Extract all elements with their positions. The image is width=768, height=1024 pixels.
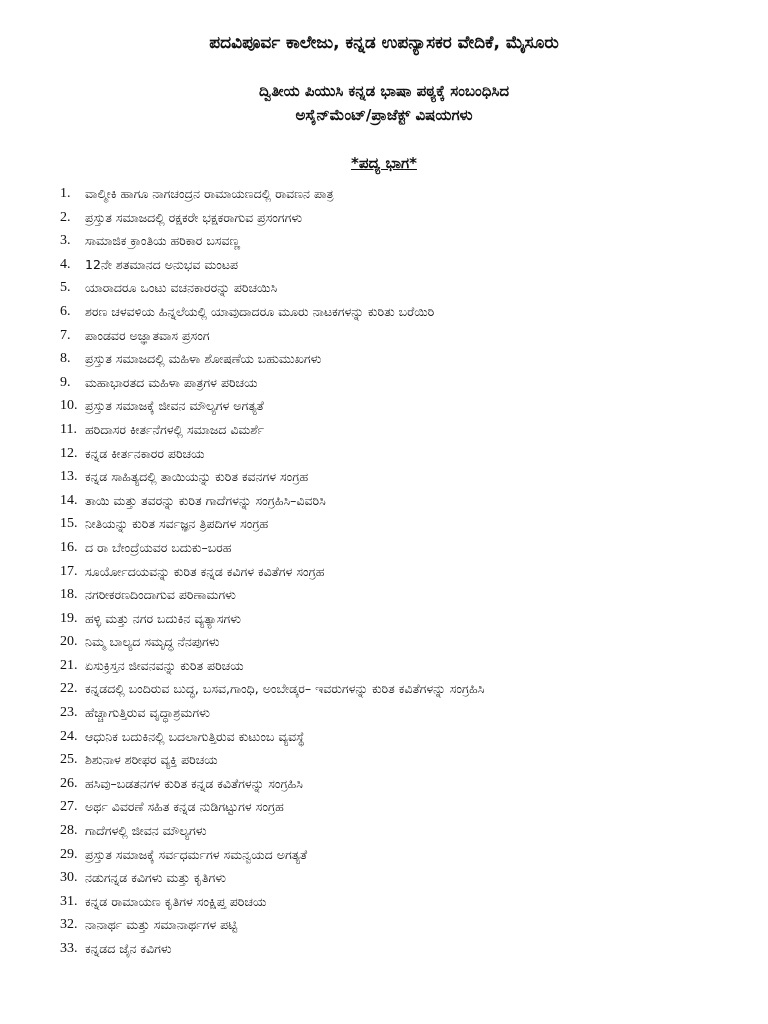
section-title — [0, 154, 768, 172]
item-number: 18. — [60, 587, 78, 603]
item-number: 26. — [60, 775, 78, 791]
item-text: ಹೆಚ್ಚಾಗುತ್ತಿರುವ ವೃದ್ಧಾಶ್ರಮಗಳು — [85, 705, 210, 721]
item-text: ಪ್ರಸ್ತುತ ಸಮಾಜಕ್ಕೆ ಸರ್ವಧರ್ಮಗಳ ಸಮನ್ವಯದ ಅಗತ್ಯತೆ — [85, 846, 308, 862]
item-number: 29. — [60, 846, 78, 862]
list-item — [60, 630, 760, 654]
list-item — [60, 795, 760, 819]
item-text: ಗಾದೆಗಳಲ್ಲಿ ಜೀವನ ಮೌಲ್ಯಗಳು — [85, 823, 207, 839]
item-number: 22. — [60, 681, 78, 697]
list-item — [60, 324, 760, 348]
item-text: ಯಾರಾದರೂ ಒಂಟು ವಚನಕಾರರನ್ನು ಪರಿಚಯಿಸಿ — [85, 280, 278, 296]
assignment-heading: ಅಸೈನ್‌ಮೆಂಟ್/ಪ್ರಾಜೆಕ್ಟ್ ವಿಷಯಗಳು — [295, 106, 473, 124]
list-item — [60, 206, 760, 230]
list-item — [60, 253, 760, 277]
item-number: 8. — [60, 351, 71, 367]
item-text: ಶರಣ ಚಳವಳಿಯ ಹಿನ್ನಲೆಯಲ್ಲಿ ಯಾವುದಾದರೂ ಮೂರು ನಾಟಕಗಳನ್ನು ಕುರಿತು ಬರೆಯಿರಿ — [85, 303, 435, 319]
list-item — [60, 465, 760, 489]
item-text: ಪ್ರಸ್ತುತ ಸಮಾಜದಲ್ಲಿ ರಕ್ಷಕರೇ ಭಕ್ಷಕರಾಗುವ ಪ್ರಸಂಗಗಳು — [85, 209, 303, 225]
list-item — [60, 536, 760, 560]
item-number: 4. — [60, 256, 71, 272]
list-item — [60, 182, 760, 206]
item-text: ಪ್ರಸ್ತುತ ಸಮಾಜಕ್ಕೆ ಜೀವನ ಮೌಲ್ಯಗಳ ಅಗತ್ಯತೆ — [85, 398, 264, 414]
item-text: ತಾಯಿ ಮತ್ತು ತವರನ್ನು ಕುರಿತ ಗಾದೆಗಳನ್ನು ಸಂಗ್ರಹಿಸಿ–ವಿವರಿಸಿ — [85, 492, 326, 508]
item-number: 2. — [60, 209, 71, 225]
list-item — [60, 512, 760, 536]
list-item — [60, 748, 760, 772]
list-item — [60, 819, 760, 843]
college-title: ಪದವಿಪೂರ್ವ ಕಾಲೇಜು, ಕನ್ನಡ ಉಪನ್ಯಾಸಕರ ವೇದಿಕೆ, ಮೈಸೂರು — [209, 33, 559, 53]
item-number: 13. — [60, 469, 78, 485]
item-number: 19. — [60, 610, 78, 626]
list-item — [60, 418, 760, 442]
item-text: ಕನ್ನಡ ರಾಮಾಯಣ ಕೃತಿಗಳ ಸಂಕ್ಷಿಪ್ತ ಪರಿಚಯ — [85, 893, 267, 909]
item-number: 27. — [60, 799, 78, 815]
item-text: ಶಿಶುನಾಳ ಶರೀಫರ ವ್ಯಕ್ತಿ ಪರಿಚಯ — [85, 752, 218, 768]
item-text: ಮಹಾಭಾರತದ ಮಹಿಳಾ ಪಾತ್ರಗಳ ಪರಿಚಯ — [85, 374, 258, 390]
list-item — [60, 725, 760, 749]
item-number: 31. — [60, 893, 78, 909]
list-item — [60, 442, 760, 466]
item-text: ಕನ್ನಡ ಕೀರ್ತನಕಾರರ ಪರಿಚಯ — [85, 445, 205, 461]
list-item — [60, 866, 760, 890]
item-number: 10. — [60, 398, 78, 414]
item-text: 12ನೇ ಶತಮಾನದ ಅನುಭವ ಮಂಟಪ — [85, 256, 239, 272]
item-number: 21. — [60, 657, 78, 673]
list-item — [60, 276, 760, 300]
item-number: 30. — [60, 870, 78, 886]
item-number: 12. — [60, 445, 78, 461]
item-number: 20. — [60, 634, 78, 650]
item-text: ನಗರೀಕರಣದಿಂದಾಗುವ ಪರಿಣಾಮಗಳು — [85, 587, 236, 603]
list-item — [60, 229, 760, 253]
item-text: ಸಾಮಾಜಿಕ ಕ್ರಾಂತಿಯ ಹರಿಕಾರ ಬಸವಣ್ಣ — [85, 233, 241, 249]
list-item — [60, 843, 760, 867]
item-text: ಪ್ರಸ್ತುತ ಸಮಾಜದಲ್ಲಿ ಮಹಿಳಾ ಶೋಷಣೆಯ ಬಹುಮುಖಗಳು — [85, 351, 322, 367]
list-item — [60, 772, 760, 796]
item-text: ಹರಿದಾಸರ ಕೀರ್ತನೆಗಳಲ್ಲಿ ಸಮಾಜದ ವಿಮರ್ಶೆ — [85, 421, 265, 437]
item-number: 6. — [60, 303, 71, 319]
item-text: ಪಾಂಡವರ ಅಜ್ಞಾತವಾಸ ಪ್ರಸಂಗ — [85, 327, 210, 343]
item-text: ನಾನಾರ್ಥ ಮತ್ತು ಸಮಾನಾರ್ಥಗಳ ಪಟ್ಟಿ — [85, 917, 238, 933]
item-number: 1. — [60, 186, 71, 201]
item-number: 28. — [60, 823, 78, 839]
item-number: 7. — [60, 327, 71, 343]
item-text: ಏಸುಕ್ರಿಸ್ತನ ಜೀವನವನ್ನು ಕುರಿತ ಪರಿಚಯ — [85, 657, 244, 673]
list-item — [60, 394, 760, 418]
list-item — [60, 347, 760, 371]
item-text: ಕನ್ನಡ ಸಾಹಿತ್ಯದಲ್ಲಿ ತಾಯಿಯನ್ನು ಕುರಿತ ಕವನಗಳ ಸಂಗ್ರಹ — [85, 469, 309, 485]
list-item — [60, 583, 760, 607]
list-item — [60, 701, 760, 725]
item-number: 5. — [60, 280, 71, 296]
item-text: ಸೂರ್ಯೋದಯವನ್ನು ಕುರಿತ ಕನ್ನಡ ಕವಿಗಳ ಕವಿತೆಗಳ ಸಂಗ್ರಹ — [85, 563, 325, 579]
item-number: 24. — [60, 728, 78, 744]
item-text: ಹಸಿವು–ಬಡತನಗಳ ಕುರಿತ ಕನ್ನಡ ಕವಿತೆಗಳನ್ನು ಸಂಗ್ರಹಿಸಿ — [85, 775, 303, 791]
item-text: ವಾಲ್ಮೀಕಿ ಹಾಗೂ ನಾಗಚಂದ್ರನ ರಾಮಾಯಣದಲ್ಲಿ ರಾವಣನ ಪಾತ್ರ — [85, 186, 334, 201]
item-text: ನಡುಗನ್ನಡ ಕವಿಗಳು ಮತ್ತು ಕೃತಿಗಳು — [85, 870, 226, 886]
list-item — [60, 371, 760, 395]
subject-heading: ದ್ವಿತೀಯ ಪಿಯುಸಿ ಕನ್ನಡ ಭಾಷಾ ಪಠ್ಯಕ್ಕೆ ಸಂಬಂಧಿಸಿದ — [258, 82, 510, 100]
item-number: 25. — [60, 752, 78, 768]
item-text: ನೀತಿಯನ್ನು ಕುರಿತ ಸರ್ವಜ್ಞನ ತ್ರಿಪದಿಗಳ ಸಂಗ್ರಹ — [85, 516, 269, 532]
list-item — [60, 300, 760, 324]
list-item — [60, 489, 760, 513]
item-text: ದ ರಾ ಬೇಂದ್ರೆಯವರ ಬದುಕು–ಬರಹ — [85, 539, 232, 555]
item-text: ಹಳ್ಳಿ ಮತ್ತು ನಗರ ಬದುಕಿನ ವ್ಯತ್ಯಾಸಗಳು — [85, 610, 242, 626]
item-number: 14. — [60, 492, 78, 508]
list-item — [60, 937, 760, 961]
item-text: ಕನ್ನಡದಲ್ಲಿ ಬಂದಿರುವ ಬುದ್ಧ, ಬಸವ,ಗಾಂಧಿ, ಅಂಬೇಡ್ಕರ– ಇವರುಗಳನ್ನು ಕುರಿತ ಕವಿತೆಗಳನ್ನು ಸಂಗ್ರಹಿಸಿ — [85, 681, 485, 697]
item-number: 15. — [60, 516, 78, 532]
item-number: 11. — [60, 421, 77, 437]
list-item — [60, 654, 760, 678]
list-item — [60, 607, 760, 631]
list-item — [60, 913, 760, 937]
section-title-text: *ಪದ್ಯ ಭಾಗ* — [351, 154, 417, 172]
item-number: 16. — [60, 539, 78, 555]
item-text: ನಿಮ್ಮ ಬಾಲ್ಯದ ಸಮೃದ್ಧ ನೆನಪುಗಳು — [85, 634, 220, 650]
item-number: 32. — [60, 917, 78, 933]
item-number: 17. — [60, 563, 78, 579]
item-number: 9. — [60, 374, 71, 390]
item-number: 33. — [60, 941, 78, 956]
item-text: ಕನ್ನಡದ ಜೈನ ಕವಿಗಳು — [85, 941, 172, 956]
item-text: ಅರ್ಥ ವಿವರಣೆ ಸಹಿತ ಕನ್ನಡ ನುಡಿಗಟ್ಟುಗಳ ಸಂಗ್ರಹ — [85, 799, 284, 815]
list-item — [60, 560, 760, 584]
list-item — [60, 890, 760, 914]
item-number: 23. — [60, 705, 78, 721]
item-number: 3. — [60, 233, 71, 249]
item-text: ಆಧುನಿಕ ಬದುಕಿನಲ್ಲಿ ಬದಲಾಗುತ್ತಿರುವ ಕುಟುಂಬ ವ್ಯವಸ್ಥೆ — [85, 728, 305, 744]
list-item — [60, 677, 760, 701]
topic-list — [60, 182, 760, 961]
